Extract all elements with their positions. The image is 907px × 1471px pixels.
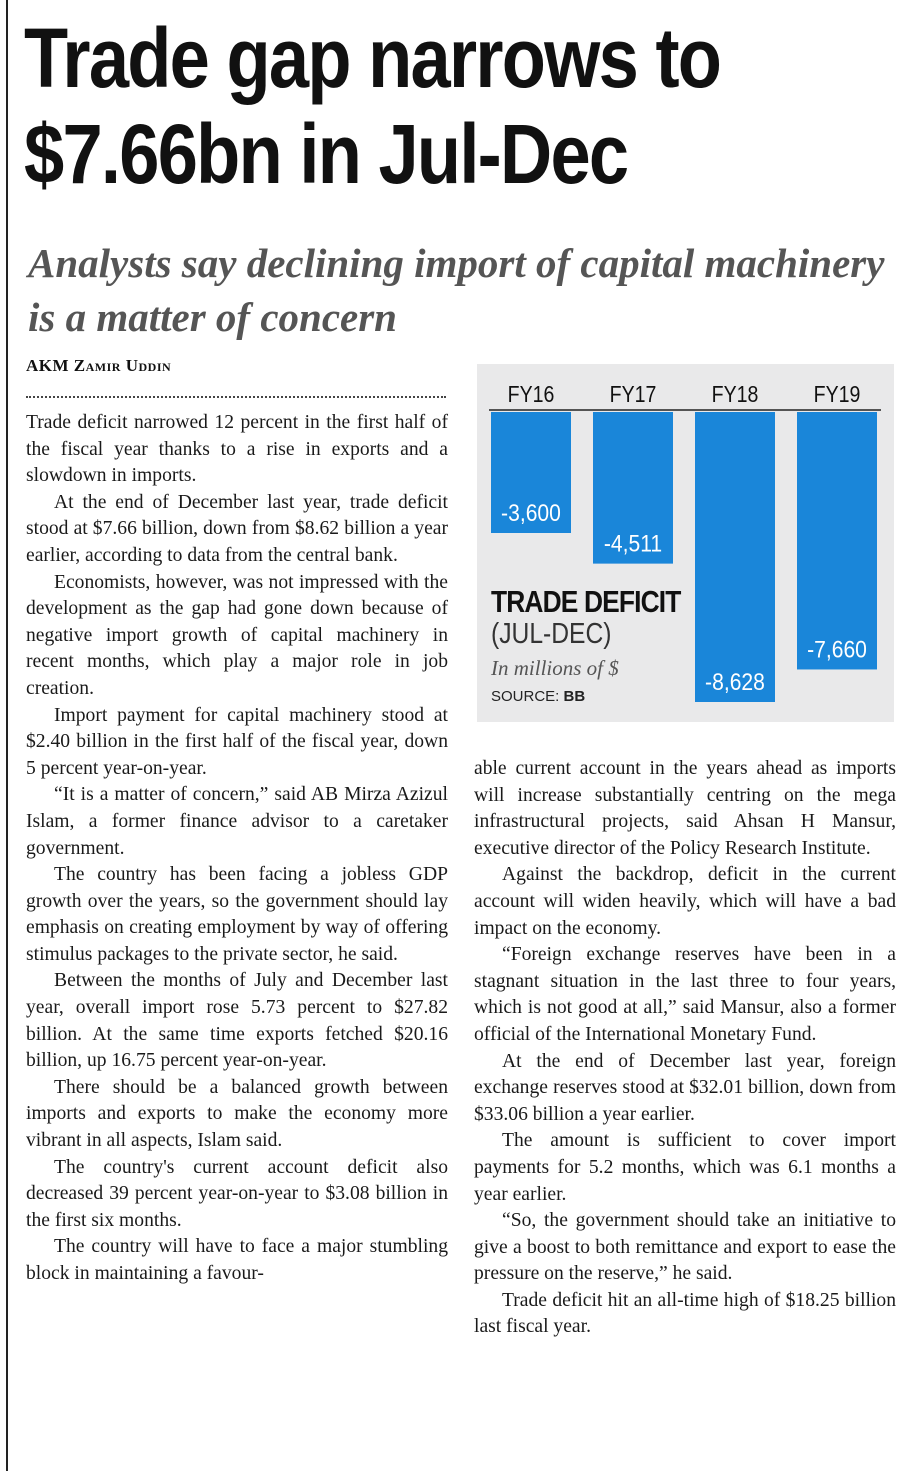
paragraph: The country has been facing a jobless GDP growth over the years, so the government should lay emphasis on creating employment by way of offering stimulus packages to the private sector, he said. <box>26 864 448 965</box>
paragraph: Economists, however, was not impressed with the development as the gap had gone down because of negative import growth of capital machinery in recent months, which play a major role in job creation. <box>26 571 448 699</box>
chart-source-value: BB <box>563 688 586 705</box>
byline: AKM Zamir Uddin <box>26 356 172 375</box>
paragraph: able current account in the years ahead as imports will increase substantially centring on the mega infrastructural projects, said Ahsan H Mansur, executive director of the Policy Research Institute. <box>474 758 896 859</box>
paragraph: The country will have to face a major stumbling block in maintaining a favour- <box>26 1236 448 1284</box>
chart-category-label: FY18 <box>711 381 759 408</box>
article-column-1 <box>26 410 448 1288</box>
chart-bar-fy18 <box>695 412 775 702</box>
chart-value-label: -7,660 <box>807 636 867 663</box>
subheadline: Analysts say declining import of capital machinery is a matter of concern <box>28 240 885 340</box>
paragraph: The amount is sufficient to cover import payments for 5.2 months, which was 6.1 months a year earlier. <box>474 1130 896 1205</box>
paragraph: “So, the government should take an initiative to give a boost to both remittance and export to ease the pressure on the reserve,” he said. <box>474 1210 896 1285</box>
paragraph: Against the backdrop, deficit in the current account will widen heavily, which will have a bad impact on the economy. <box>474 864 896 939</box>
paragraph: At the end of December last year, trade deficit stood at $7.66 billion, down from $8.62 billion a year earlier, according to data from the central bank. <box>26 491 448 566</box>
paragraph: The country's current account deficit also decreased 39 percent year-on-year to $3.08 billion in the first six months. <box>26 1156 448 1231</box>
chart-value-label: -3,600 <box>501 499 561 527</box>
column-rule <box>6 0 8 1471</box>
chart-source <box>491 688 585 705</box>
chart-value-label: -4,511 <box>603 530 663 557</box>
chart-category-label: FY17 <box>609 381 657 408</box>
paragraph: At the end of December last year, foreign exchange reserves stood at $32.01 billion, down from $33.06 billion a year earlier. <box>474 1050 896 1125</box>
paragraph: Trade deficit narrowed 12 percent in the first half of the fiscal year thanks to a rise in exports and a slowdown in imports. <box>26 412 448 487</box>
paragraph: “Foreign exchange reserves have been in a stagnant situation in the last three to four years, which is not good at all,” said Mansur, also a former official of the International Monetary Fund. <box>474 944 896 1045</box>
paragraph: Trade deficit hit an all-time high of $18.25 billion last fiscal year. <box>474 1289 896 1338</box>
chart-subtitle: (JUL-DEC) <box>491 618 612 650</box>
chart-unit-label: In millions of $ <box>491 656 619 680</box>
chart-source-label: SOURCE: <box>491 688 560 705</box>
paragraph: “It is a matter of concern,” said AB Mirza Azizul Islam, a former finance advisor to a caretaker government. <box>26 784 448 859</box>
paragraph: Import payment for capital machinery stood at $2.40 billion in the first half of the fiscal year, down 5 percent year-on-year. <box>26 704 448 779</box>
chart-category-label: FY16 <box>507 381 555 408</box>
paragraph: There should be a balanced growth between imports and exports to make the economy more vibrant in all aspects, Islam said. <box>26 1076 448 1152</box>
chart-title: TRADE DEFICIT <box>491 584 681 619</box>
chart-bar-fy19 <box>797 412 877 669</box>
headline: Trade gap narrows to $7.66bn in Jul-Dec <box>24 11 721 201</box>
article-column-2 <box>474 756 896 1341</box>
chart-category-label: FY19 <box>813 381 861 408</box>
byline-dotted-divider <box>26 396 446 398</box>
paragraph: Between the months of July and December last year, overall import rose 5.73 percent to $27.82 billion. At the same time exports fetched $20.16 billion, up 16.75 percent year-on-year. <box>26 970 448 1072</box>
chart-value-label: -8,628 <box>705 668 765 696</box>
trade-deficit-chart <box>477 364 894 722</box>
